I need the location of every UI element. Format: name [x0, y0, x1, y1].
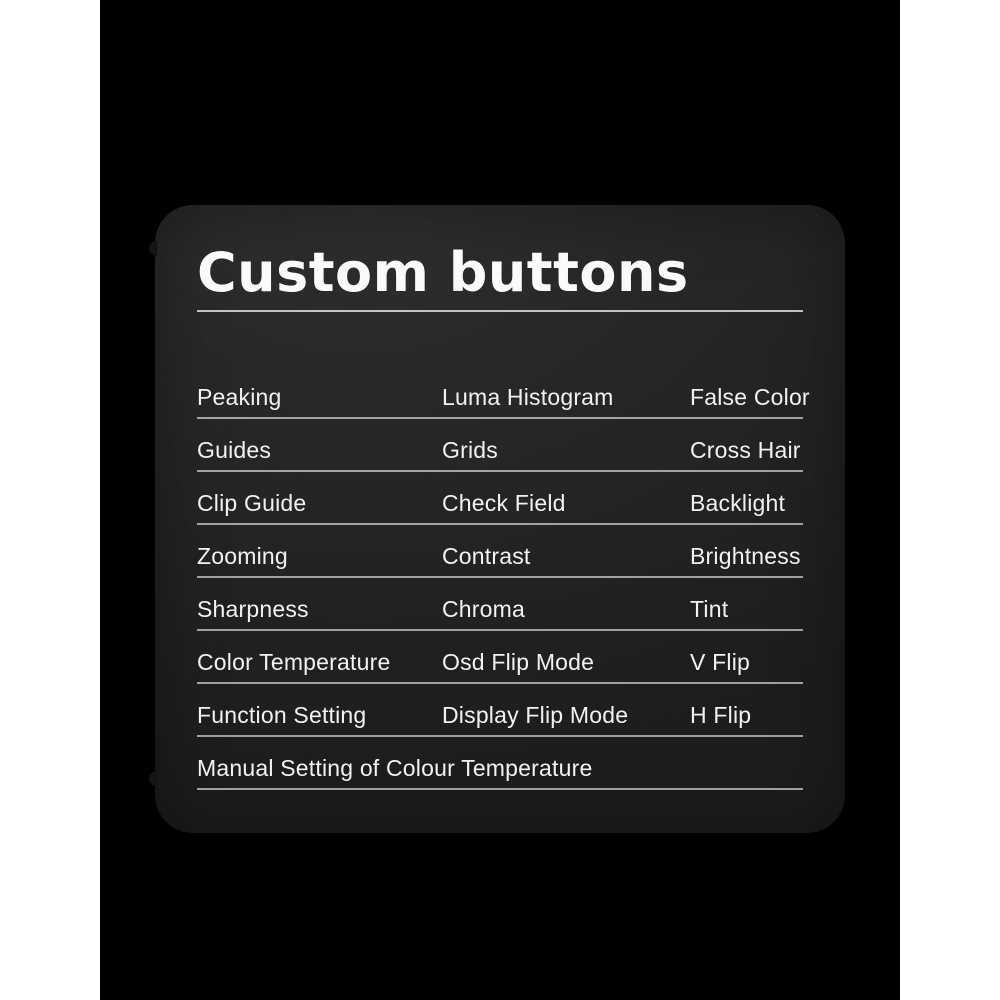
feature-item: Color Temperature	[197, 649, 391, 675]
card-notch-top	[149, 241, 157, 256]
feature-item: Clip Guide	[197, 490, 307, 516]
feature-item: Luma Histogram	[442, 384, 614, 410]
black-background-band	[100, 0, 900, 1000]
feature-item: False Color	[690, 384, 810, 410]
feature-card	[155, 205, 845, 833]
feature-item: Manual Setting of Colour Temperature	[197, 755, 593, 781]
feature-item: Brightness	[690, 543, 801, 569]
feature-item: Check Field	[442, 490, 566, 516]
feature-item: Display Flip Mode	[442, 702, 629, 728]
feature-item: Tint	[690, 596, 729, 622]
card-notch-bottom	[149, 771, 157, 786]
feature-item: H Flip	[690, 702, 752, 728]
feature-item: Cross Hair	[690, 437, 801, 463]
feature-row	[197, 383, 810, 419]
feature-row	[197, 754, 803, 790]
feature-item: Guides	[197, 437, 272, 463]
feature-row	[197, 595, 803, 631]
feature-row	[197, 701, 803, 737]
feature-row	[197, 648, 803, 684]
feature-item: Function Setting	[197, 702, 367, 728]
feature-list	[197, 383, 810, 790]
feature-item: Peaking	[197, 384, 282, 410]
feature-item: Grids	[442, 437, 498, 463]
feature-item: Chroma	[442, 596, 526, 622]
card-title: Custom buttons	[197, 241, 689, 304]
feature-item: Osd Flip Mode	[442, 649, 595, 675]
feature-item: Sharpness	[197, 596, 309, 622]
feature-item: Contrast	[442, 543, 531, 569]
feature-item: Zooming	[197, 543, 288, 569]
feature-item: V Flip	[690, 649, 750, 675]
feature-item: Backlight	[690, 490, 786, 516]
feature-row	[197, 489, 803, 525]
title-divider	[197, 310, 803, 312]
feature-row	[197, 436, 803, 472]
feature-row	[197, 542, 803, 578]
